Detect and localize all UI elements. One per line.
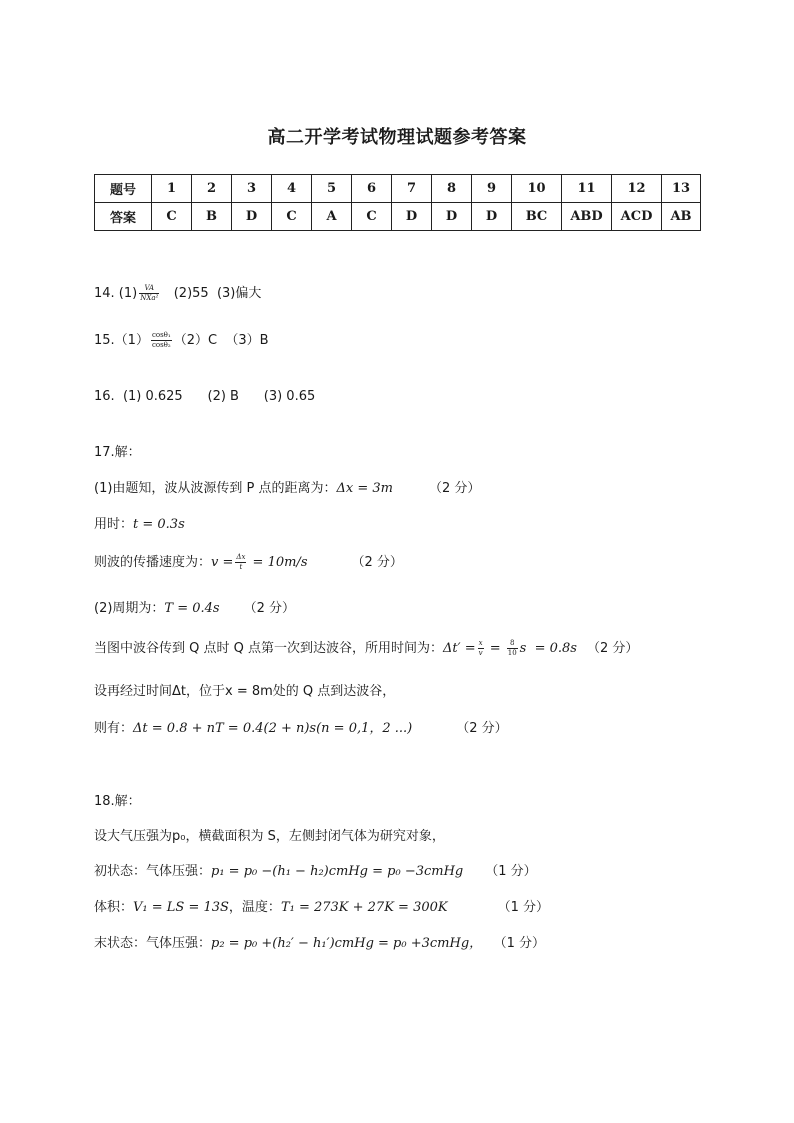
question-number-cell: 4	[272, 175, 312, 203]
answer-cell: C	[352, 203, 392, 231]
q17-l7-score: （2 分）	[456, 721, 508, 736]
q15-frac-num: cosθ₁	[151, 331, 171, 339]
q15-prefix: 15.（1）	[94, 333, 149, 348]
q17-l1-math: Δx = 3m	[336, 481, 394, 496]
q17-l5-fraction-2	[507, 639, 518, 658]
q15-frac-den: cosθ₂	[151, 341, 171, 349]
q17-l3-math-b: = 10m/s	[248, 555, 308, 570]
q17-l1-text: (1)由题知，波从波源传到 P 点的距离为：	[94, 481, 337, 496]
q17-l3-score: （2 分）	[351, 555, 403, 570]
row-header-answer: 答案	[95, 203, 152, 231]
answer-cell: C	[152, 203, 192, 231]
answer-cell: AB	[662, 203, 701, 231]
question-number-cell: 10	[512, 175, 562, 203]
question-number-cell: 13	[662, 175, 701, 203]
answer-q15	[94, 329, 269, 350]
q14-frac-num: VA	[139, 284, 159, 294]
answer-cell: C	[272, 203, 312, 231]
q17-l4-score: （2 分）	[243, 601, 296, 616]
q17-l5-fraction-1	[478, 639, 484, 658]
q17-l3-frac-den: t	[239, 563, 243, 571]
q17-line-6: 设再经过时间Δt，位于x = 8m处的 Q 点到达波谷，	[94, 684, 396, 699]
q17-line-4	[94, 597, 295, 616]
q17-l2-math: t = 0.3s	[133, 517, 185, 532]
q14-rest: (2)55 (3)偏大	[161, 286, 262, 301]
question-number-cell: 11	[562, 175, 612, 203]
q18-l2-text: 初状态：气体压强：	[94, 864, 212, 879]
question-number-cell: 12	[612, 175, 662, 203]
question-number-cell: 5	[312, 175, 352, 203]
answer-cell: D	[392, 203, 432, 231]
table-row-numbers	[95, 175, 701, 203]
answer-cell: D	[232, 203, 272, 231]
table-row-answers	[95, 203, 701, 231]
q18-l3-math-2: T₁ = 273K + 27K = 300K	[280, 900, 448, 915]
q18-line-2	[94, 860, 537, 879]
q17-l7-text: 则有：	[94, 721, 134, 736]
q18-l3-text: 体积：	[94, 900, 134, 915]
q17-l3-frac-num: Δx	[236, 553, 246, 561]
answer-q14	[94, 282, 261, 303]
question-number-cell: 8	[432, 175, 472, 203]
q15-rest: （2）C （3）B	[173, 333, 269, 348]
q17-line-2	[94, 513, 185, 532]
q18-l4-math: p₂ = p₀ +(h₂′ − h₁′)cmHg = p₀ +3cmHg，	[211, 936, 483, 951]
q18-line-4	[94, 932, 545, 951]
answer-cell: ACD	[612, 203, 662, 231]
answer-cell: B	[192, 203, 232, 231]
q17-l3-math-a: v =	[211, 555, 234, 570]
q17-l2-text: 用时：	[94, 517, 134, 532]
q17-l5-frac2-den: 10	[507, 649, 517, 657]
q17-line-7	[94, 717, 508, 736]
q17-l5-frac2-num: 8	[507, 639, 518, 649]
q18-line-3	[94, 896, 549, 915]
q17-line-3	[94, 551, 403, 572]
answer-q16: 16. (1) 0.625 (2) B (3) 0.65	[94, 389, 316, 404]
q17-l4-math: T = 0.4s	[164, 601, 220, 616]
q17-l5-text: 当图中波谷传到 Q 点时 Q 点第一次到达波谷，所用时间为：	[94, 641, 443, 656]
q17-l5-eq: =	[485, 641, 505, 656]
q14-fraction	[139, 284, 159, 303]
question-number-cell: 2	[192, 175, 232, 203]
q17-heading: 17.解：	[94, 445, 141, 460]
q14-prefix: 14. (1)	[94, 286, 138, 301]
q17-l4-text: (2)周期为：	[94, 601, 165, 616]
question-number-cell: 7	[392, 175, 432, 203]
q15-fraction	[151, 331, 172, 350]
q18-l3-math: V₁ = LS = 13S	[133, 900, 229, 915]
q17-line-1	[94, 477, 480, 496]
q17-l1-score: （2 分）	[429, 481, 481, 496]
q14-frac-den: NXa²	[140, 294, 159, 302]
q18-l3-score: （1 分）	[497, 900, 550, 915]
q17-l3-fraction	[235, 553, 246, 572]
q17-l5-frac1-num: x	[478, 639, 483, 647]
question-number-cell: 1	[152, 175, 192, 203]
q17-l3-text: 则波的传播速度为：	[94, 555, 212, 570]
q18-heading: 18.解：	[94, 794, 141, 809]
answer-cell: BC	[512, 203, 562, 231]
q18-l4-text: 末状态：气体压强：	[94, 936, 212, 951]
q17-l5-frac1-den: v	[478, 649, 483, 657]
answer-cell: ABD	[562, 203, 612, 231]
row-header-question-number: 题号	[95, 175, 152, 203]
question-number-cell: 3	[232, 175, 272, 203]
answer-cell: A	[312, 203, 352, 231]
answer-cell: D	[432, 203, 472, 231]
q17-l5-math-b: s = 0.8s	[519, 641, 577, 656]
page-title: 高二开学考试物理试题参考答案	[267, 127, 527, 148]
q18-l2-math: p₁ = p₀ −(h₁ − h₂)cmHg = p₀ −3cmHg	[211, 864, 464, 879]
q17-l5-score: （2 分）	[586, 641, 639, 656]
question-number-cell: 6	[352, 175, 392, 203]
q17-l5-math-a: Δt′ =	[443, 641, 476, 656]
question-number-cell: 9	[472, 175, 512, 203]
q18-l2-score: （1 分）	[485, 864, 537, 879]
q17-l7-math: Δt = 0.8 + nT = 0.4(2 + n)s(n = 0,1，2 ...)	[133, 721, 413, 736]
answer-table	[94, 174, 701, 231]
q18-l3-text-2: ，温度：	[228, 900, 281, 915]
answer-cell: D	[472, 203, 512, 231]
q17-line-5	[94, 637, 638, 658]
q18-l4-score: （1 分）	[500, 936, 546, 951]
q18-line-1: 设大气压强为p₀，横截面积为 S，左侧封闭气体为研究对象，	[94, 829, 445, 844]
